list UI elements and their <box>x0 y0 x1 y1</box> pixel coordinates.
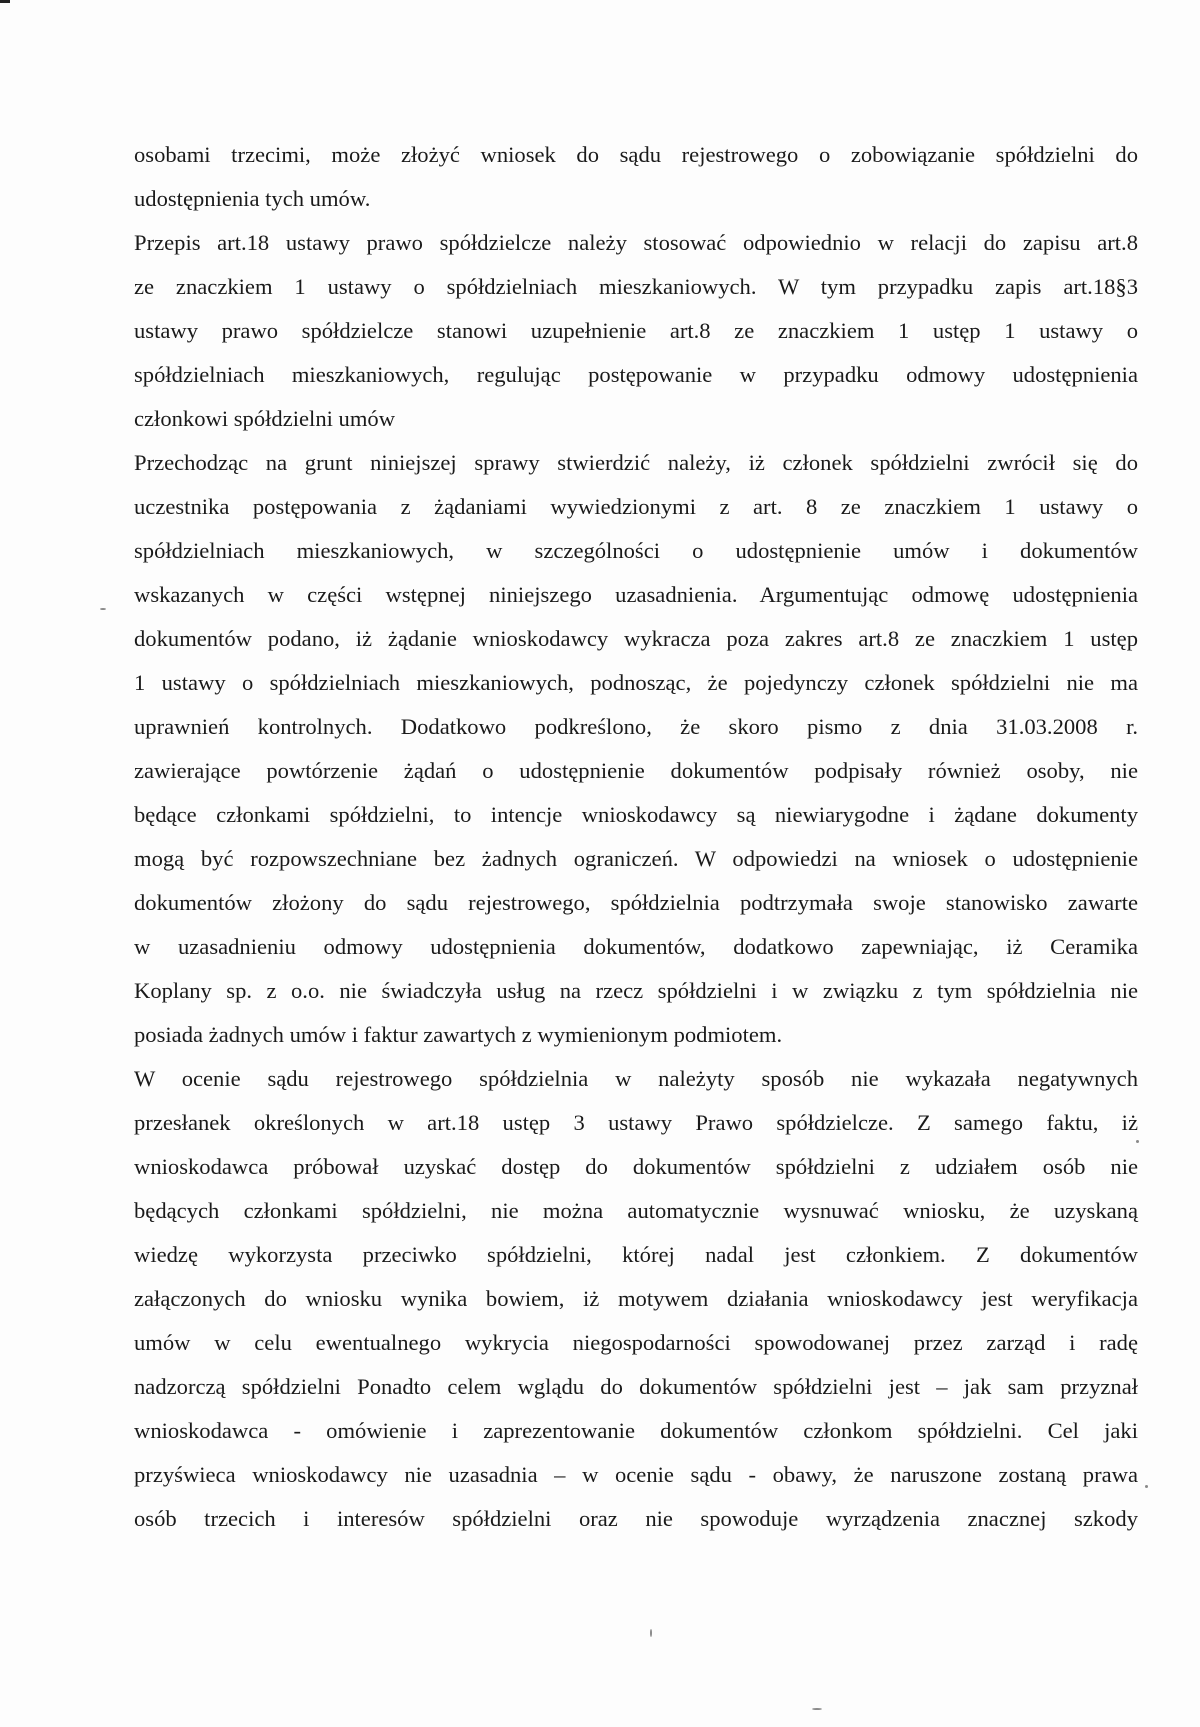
scan-speck <box>100 608 106 610</box>
scan-artifact-mark <box>0 0 10 3</box>
document-line: ustawy prawo spółdzielcze stanowi uzupełnienie art.8 ze znaczkiem 1 ustęp 1 ustawy o <box>134 318 1138 343</box>
document-line: uprawnień kontrolnych. Dodatkowo podkreślono, że skoro pismo z dnia 31.03.2008 r. <box>134 714 1138 739</box>
document-line: wiedzę wykorzysta przeciwko spółdzielni, której nadal jest członkiem. Z dokumentów <box>134 1242 1138 1267</box>
document-line: umów w celu ewentualnego wykrycia niegospodarności spowodowanej przez zarząd i radę <box>134 1330 1138 1355</box>
document-line: posiada żadnych umów i faktur zawartych z wymienionym podmiotem. <box>134 1022 783 1047</box>
document-line: będących członkami spółdzielni, nie można automatycznie wysnuwać wniosku, że uzyskaną <box>134 1198 1138 1223</box>
scan-speck <box>1136 1140 1139 1143</box>
document-line: dokumentów podano, iż żądanie wnioskodawcy wykracza poza zakres art.8 ze znaczkiem 1 ustęp <box>134 626 1138 651</box>
document-line: w uzasadnieniu odmowy udostępnienia dokumentów, dodatkowo zapewniając, iż Ceramika <box>134 934 1138 959</box>
document-line: Przepis art.18 ustawy prawo spółdzielcze należy stosować odpowiednio w relacji do zapisu art.8 <box>134 230 1138 255</box>
document-line: wskazanych w części wstępnej niniejszego uzasadnienia. Argumentując odmowę udostępnienia <box>134 582 1138 607</box>
document-line: zawierające powtórzenie żądań o udostępnienie dokumentów podpisały również osoby, nie <box>134 758 1138 783</box>
document-line: załączonych do wniosku wynika bowiem, iż motywem działania wnioskodawcy jest weryfikacja <box>134 1286 1138 1311</box>
scan-speck <box>1145 1485 1148 1488</box>
document-line: W ocenie sądu rejestrowego spółdzielnia w należyty sposób nie wykazała negatywnych <box>134 1066 1138 1091</box>
document-line: członkowi spółdzielni umów <box>134 406 396 431</box>
document-line: Koplany sp. z o.o. nie świadczyła usług na rzecz spółdzielni i w związku z tym spółdzielnia nie <box>134 978 1138 1003</box>
document-line: będące członkami spółdzielni, to intencje wnioskodawcy są niewiarygodne i żądane dokumenty <box>134 802 1138 827</box>
document-line: udostępnienia tych umów. <box>134 186 371 211</box>
document-line: spółdzielniach mieszkaniowych, regulując postępowanie w przypadku odmowy udostępnienia <box>134 362 1138 387</box>
document-line: przesłanek określonych w art.18 ustęp 3 ustawy Prawo spółdzielcze. Z samego faktu, iż <box>134 1110 1138 1135</box>
document-line: Przechodząc na grunt niniejszej sprawy stwierdzić należy, iż członek spółdzielni zwrócił się do <box>134 450 1138 475</box>
document-line: mogą być rozpowszechniane bez żadnych ograniczeń. W odpowiedzi na wniosek o udostępnienie <box>134 846 1138 871</box>
scan-speck <box>812 1708 822 1710</box>
document-line: osób trzecich i interesów spółdzielni oraz nie spowoduje wyrządzenia znacznej szkody <box>134 1506 1138 1531</box>
document-line: 1 ustawy o spółdzielniach mieszkaniowych, podnosząc, że pojedynczy członek spółdzielni nie ma <box>134 670 1138 695</box>
document-line: wnioskodawca - omówienie i zaprezentowanie dokumentów członkom spółdzielni. Cel jaki <box>134 1418 1138 1443</box>
document-line: nadzorczą spółdzielni Ponadto celem wglądu do dokumentów spółdzielni jest – jak sam przyznał <box>134 1374 1138 1399</box>
document-line: ze znaczkiem 1 ustawy o spółdzielniach mieszkaniowych. W tym przypadku zapis art.18§3 <box>134 274 1138 299</box>
document-line: przyświeca wnioskodawcy nie uzasadnia – w ocenie sądu - obawy, że naruszone zostaną prawa <box>134 1462 1138 1487</box>
document-line: wnioskodawca próbował uzyskać dostęp do dokumentów spółdzielni z udziałem osób nie <box>134 1154 1138 1179</box>
document-line: dokumentów złożony do sądu rejestrowego, spółdzielnia podtrzymała swoje stanowisko zawarte <box>134 890 1138 915</box>
document-line: uczestnika postępowania z żądaniami wywiedzionymi z art. 8 ze znaczkiem 1 ustawy o <box>134 494 1138 519</box>
document-line: osobami trzecimi, może złożyć wniosek do sądu rejestrowego o zobowiązanie spółdzielni do <box>134 142 1138 167</box>
document-body-text <box>134 133 1138 1541</box>
scan-speck <box>650 1629 652 1637</box>
document-line: spółdzielniach mieszkaniowych, w szczególności o udostępnienie umów i dokumentów <box>134 538 1138 563</box>
